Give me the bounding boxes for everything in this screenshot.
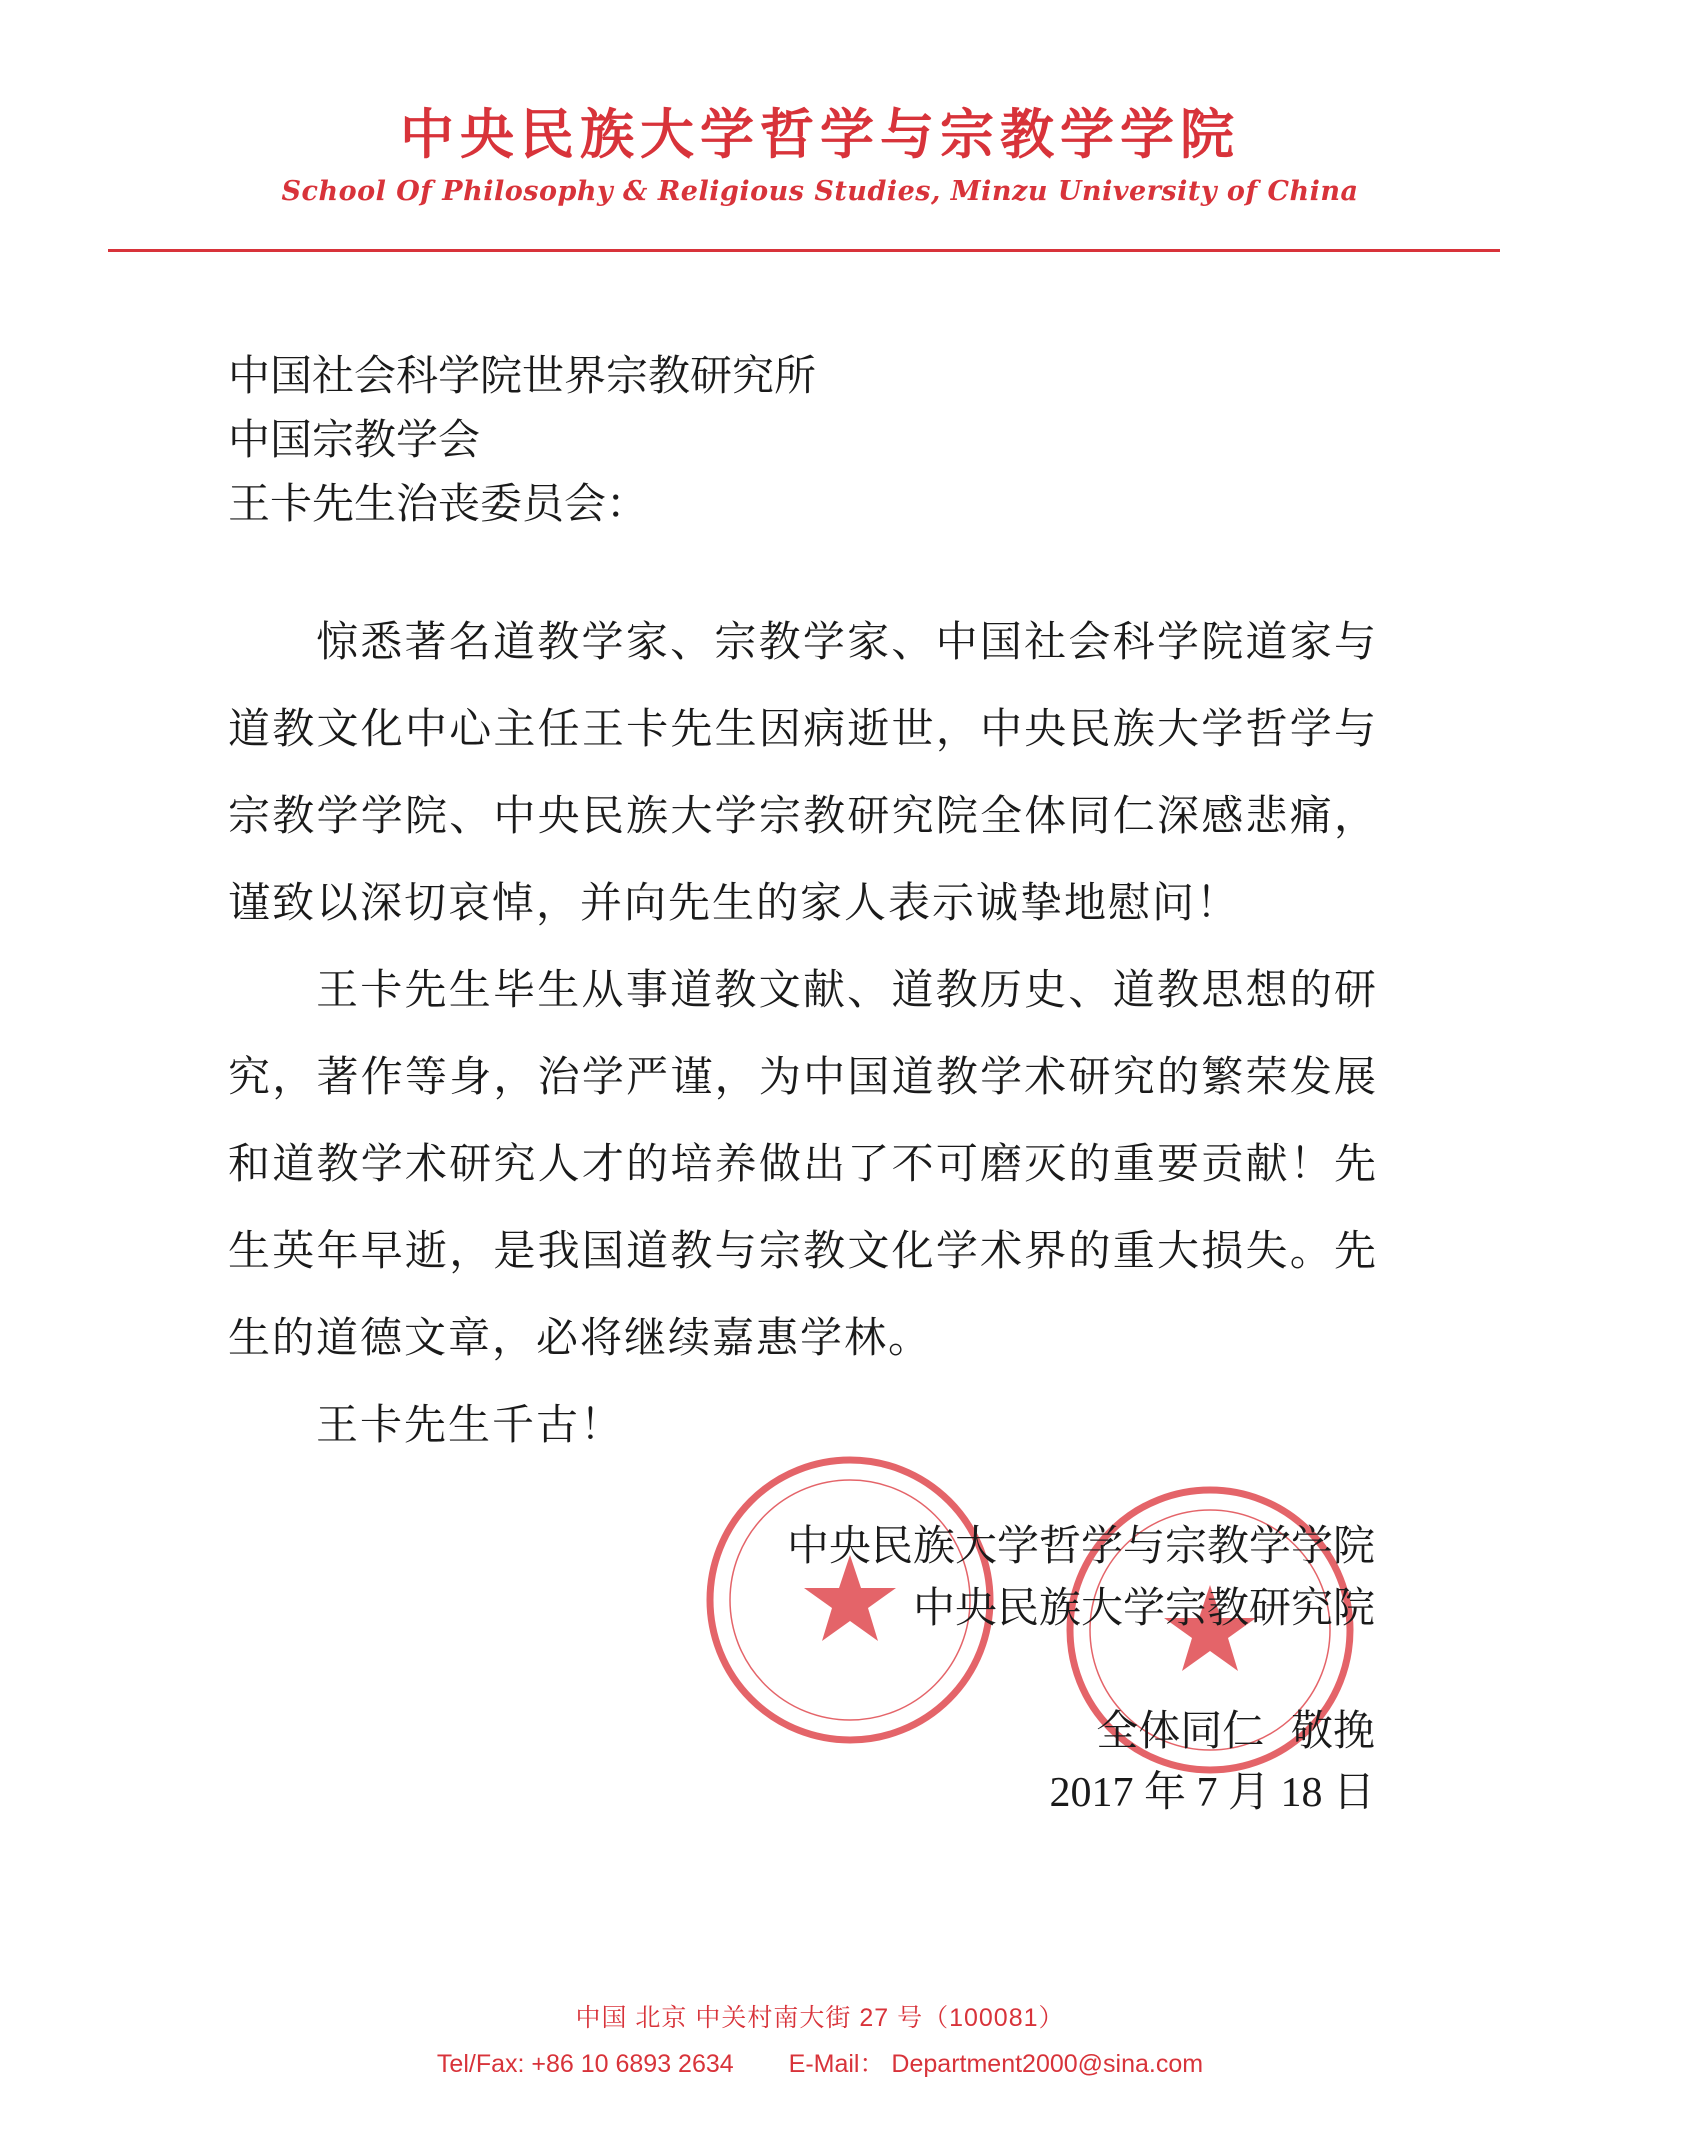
recipient-line: 王卡先生治丧委员会： (228, 479, 649, 528)
letter-date: 2017 年 7 月 18 日 (1049, 1770, 1375, 1816)
signature-org: 中央民族大学宗教研究院 (912, 1583, 1375, 1632)
recipient-line: 中国社会科学院世界宗教研究所 (228, 351, 817, 400)
sign-off-text: 全体同仁 敬挽 (1096, 1706, 1375, 1755)
letterhead-name-en: School Of Philosophy & Religious Studies, Minzu University of China (281, 176, 1359, 207)
letterhead-divider (108, 249, 1500, 252)
signature-block (787, 1515, 1375, 1639)
letterhead-name-cn: 中央民族大学哲学与宗教学学院 (400, 102, 1240, 166)
footer-email[interactable]: E-Mail： Department2000@sina.com (788, 2050, 1204, 2078)
footer-phone: Tel/Fax: +86 10 6893 2634 (436, 2050, 734, 2078)
sign-off-block (1049, 1700, 1375, 1824)
footer-address: 中国 北京 中关村南大街 27 号（100081） (575, 2004, 1065, 2032)
body-paragraph-condolence: 惊悉著名道教学家、宗教学家、中国社会科学院道家与道教文化中心主任王卡先生因病逝世，中央民族大学哲学与宗教学学院、中央民族大学宗教研究院全体同仁深感悲痛，谨致以深切哀悼，并向先生的家人表示诚挚地慰问！ (228, 617, 1378, 927)
signature-org: 中央民族大学哲学与宗教学学院 (786, 1521, 1375, 1570)
recipients-block (228, 344, 816, 536)
recipient-line: 中国宗教学会 (228, 415, 481, 464)
letter-body (228, 598, 1378, 1468)
body-paragraph-farewell: 王卡先生千古！ (316, 1400, 625, 1449)
body-paragraph-tribute: 王卡先生毕生从事道教文献、道教历史、道教思想的研究，著作等身，治学严谨，为中国道教学术研究的繁荣发展和道教学术研究人才的培养做出了不可磨灭的重要贡献！先生英年早逝，是我国道教与宗教文化学术界的重大损失。先生的道德文章，必将继续嘉惠学林。 (228, 965, 1378, 1362)
footer-contact (0, 2044, 1640, 2080)
